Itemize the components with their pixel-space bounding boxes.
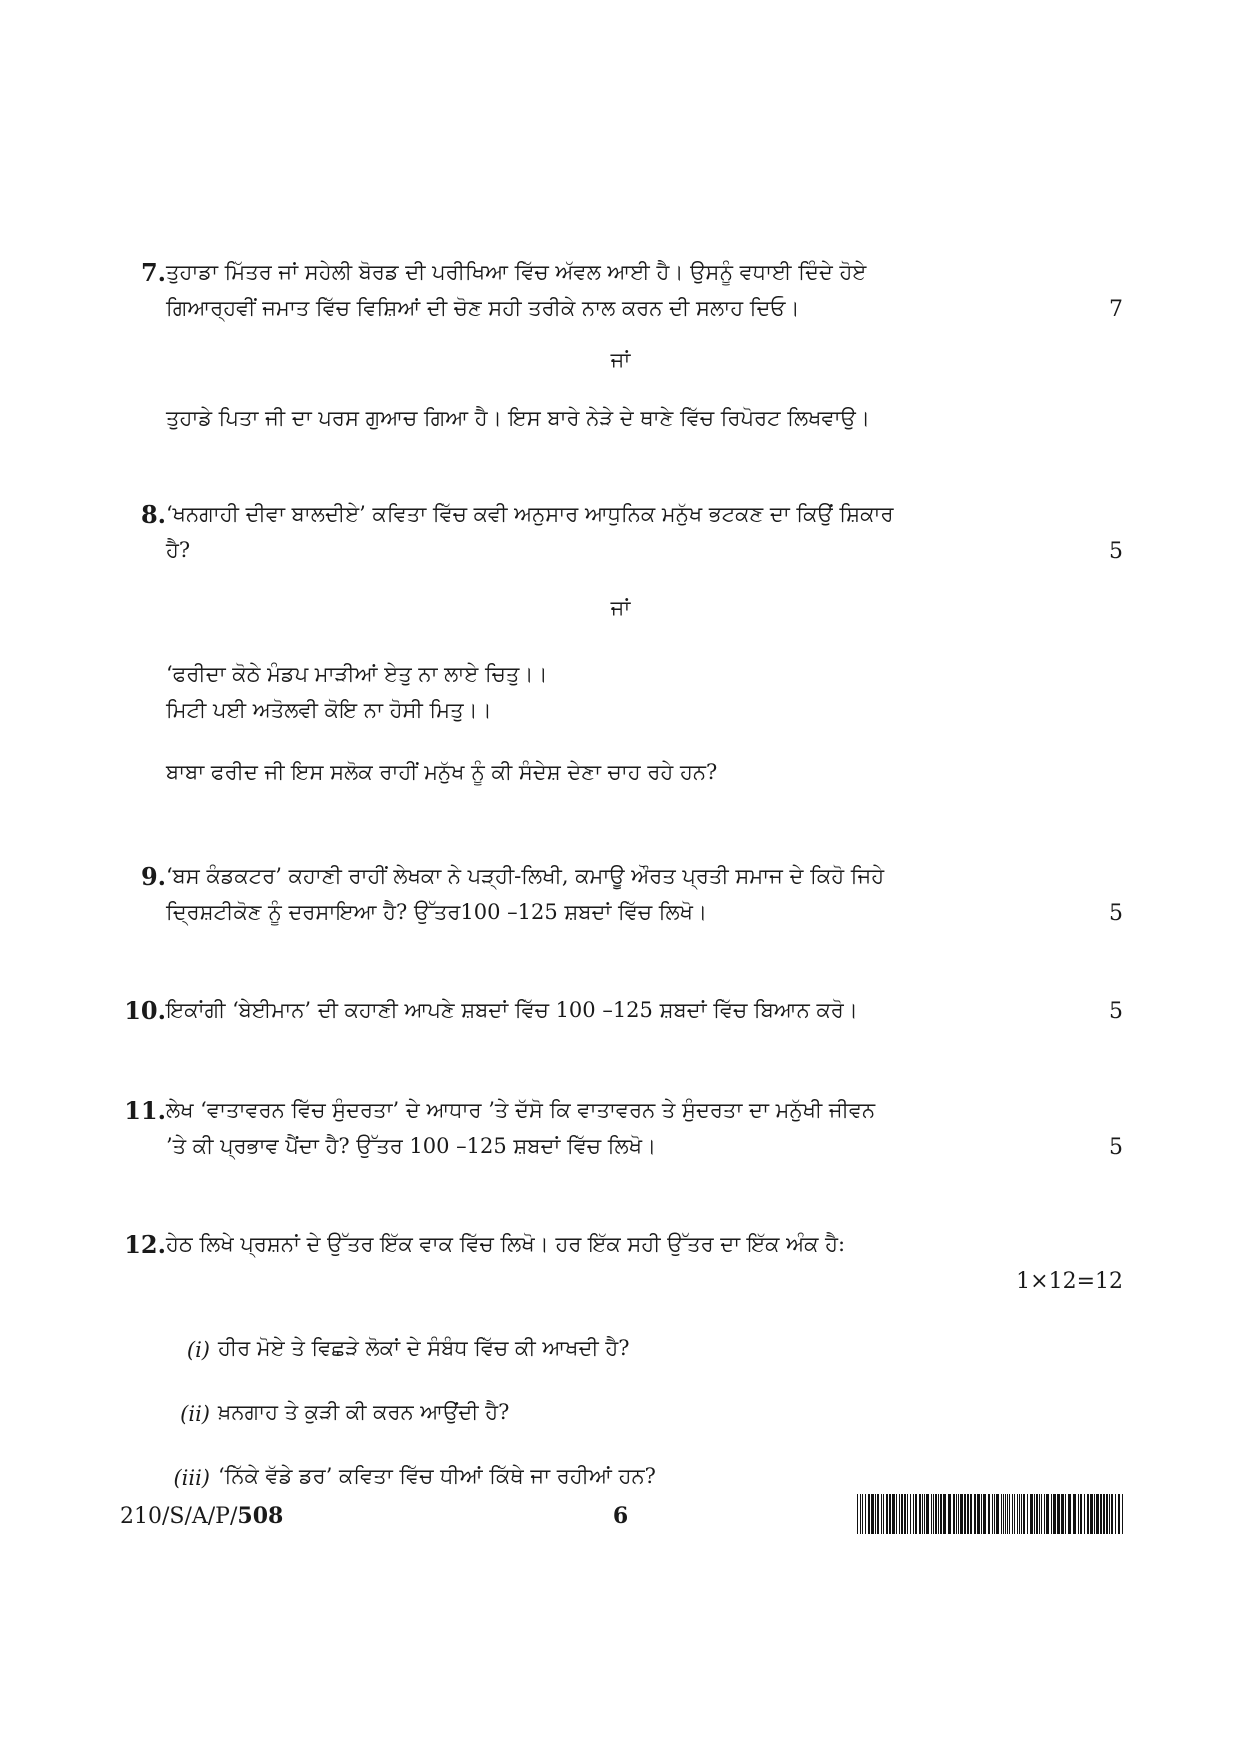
barcode-bar — [1111, 1494, 1113, 1534]
barcode-bar — [988, 1494, 990, 1534]
barcode-bar — [1068, 1494, 1071, 1534]
marks-label: 5 — [1109, 999, 1123, 1024]
barcode-bar — [857, 1494, 858, 1534]
barcode-bar — [881, 1494, 882, 1534]
barcode-bar — [1103, 1494, 1105, 1534]
barcode-bar — [1073, 1494, 1076, 1534]
barcode-bar — [994, 1494, 995, 1534]
barcode-bar — [877, 1494, 879, 1534]
sub-question-label: (iii) — [173, 1466, 210, 1490]
marks-label: 5 — [1109, 1135, 1123, 1160]
barcode-bar — [926, 1494, 929, 1534]
paper-code-number: 508 — [237, 1503, 284, 1529]
barcode-bar — [1014, 1494, 1015, 1534]
barcode-bar — [956, 1494, 957, 1534]
verse-line: ‘ਫਰੀਦਾ ਕੋਠੇ ਮੰਡਪ ਮਾੜੀਆਂ ਏਤੁ ਨਾ ਲਾਏ ਚਿਤੁ।। — [166, 662, 548, 686]
barcode-bar — [1027, 1494, 1028, 1534]
barcode-bar — [977, 1494, 980, 1534]
barcode-bar — [871, 1494, 874, 1534]
barcode-bar — [1090, 1494, 1093, 1534]
barcode-bar — [922, 1494, 923, 1534]
barcode-bar — [933, 1494, 934, 1534]
barcode-bar — [1046, 1494, 1049, 1534]
question-text: ਹੈ? — [166, 538, 191, 562]
barcode-bar — [1065, 1494, 1066, 1534]
barcode-bar — [1023, 1494, 1025, 1534]
barcode-bar — [860, 1494, 861, 1534]
barcode-bar — [883, 1494, 884, 1534]
barcode-bar — [1001, 1494, 1002, 1534]
alternative-question-text: ਤੁਹਾਡੇ ਪਿਤਾ ਜੀ ਦਾ ਪਰਸ ਗੁਆਚ ਗਿਆ ਹੈ। ਇਸ ਬਾਰੇ ਨੇੜੇ ਦੇ ਥਾਣੇ ਵਿੱਚ ਰਿਪੋਰਟ ਲਿਖਵਾਉ। — [166, 406, 870, 430]
barcode-bar — [938, 1494, 939, 1534]
barcode-bar — [901, 1494, 903, 1534]
barcode-bar — [996, 1494, 999, 1534]
barcode-bar — [892, 1494, 895, 1534]
question-number: 12. — [124, 1230, 166, 1259]
barcode-bar — [1030, 1494, 1033, 1534]
sub-question-label: (i) — [186, 1338, 210, 1362]
barcode-bar — [924, 1494, 925, 1534]
barcode-bar — [1061, 1494, 1064, 1534]
barcode-bar — [1044, 1494, 1045, 1534]
barcode-bar — [1122, 1494, 1123, 1534]
barcode-bar — [943, 1494, 946, 1534]
question-number: 8. — [140, 500, 166, 529]
barcode-bar — [1005, 1494, 1006, 1534]
barcode-bar — [931, 1494, 932, 1534]
verse-line: ਮਿਟੀ ਪਈ ਅਤੋਲਵੀ ਕੋਇ ਨਾ ਹੋਸੀ ਮਿਤੁ।। — [166, 698, 492, 722]
barcode-bar — [868, 1494, 870, 1534]
barcode-bar — [1021, 1494, 1022, 1534]
barcode-bar — [896, 1494, 897, 1534]
question-text: ‘ਬਸ ਕੰਡਕਟਰ’ ਕਹਾਣੀ ਰਾਹੀਂ ਲੇਖਕਾ ਨੇ ਪੜ੍ਹੀ-ਲਿਖੀ, ਕਮਾਊ ਔਰਤ ਪ੍ਰਤੀ ਸਮਾਜ ਦੇ ਕਿਹੋ ਜਿਹੇ — [166, 864, 885, 888]
barcode-bar — [1003, 1494, 1004, 1534]
barcode-bar — [948, 1494, 951, 1534]
alternative-question-text: ਬਾਬਾ ਫਰੀਦ ਜੀ ਇਸ ਸਲੋਕ ਰਾਹੀਂ ਮਨੁੱਖ ਨੂੰ ਕੀ ਸੰਦੇਸ਼ ਦੇਣਾ ਚਾਹ ਰਹੇ ਹਨ? — [166, 760, 718, 784]
question-text: ਲੇਖ ‘ਵਾਤਾਵਰਨ ਵਿੱਚ ਸੁੰਦਰਤਾ’ ਦੇ ਆਧਾਰ ’ਤੇ ਦੱਸੋ ਕਿ ਵਾਤਾਵਰਨ ਤੇ ਸੁੰਦਰਤਾ ਦਾ ਮਨੁੱਖੀ ਜੀਵਨ — [166, 1098, 876, 1122]
sub-question-text: ਖ਼ਨਗਾਹ ਤੇ ਕੁੜੀ ਕੀ ਕਰਨ ਆਉਂਦੀ ਹੈ? — [218, 1400, 510, 1424]
barcode-bar — [1053, 1494, 1056, 1534]
barcode-bar — [983, 1494, 986, 1534]
marks-label: 1×12=12 — [1016, 1269, 1123, 1294]
barcode-bar — [953, 1494, 955, 1534]
barcode-bar — [1017, 1494, 1018, 1534]
barcode-bar — [992, 1494, 993, 1534]
barcode-bar — [940, 1494, 942, 1534]
question-number: 7. — [140, 258, 166, 287]
barcode-bar — [907, 1494, 908, 1534]
question-text: ‘ਖਨਗਾਹੀ ਦੀਵਾ ਬਾਲਦੀਏ’ ਕਵਿਤਾ ਵਿੱਚ ਕਵੀ ਅਨੁਸਾਰ ਆਧੁਨਿਕ ਮਨੁੱਖ ਭਟਕਣ ਦਾ ਕਿਉਂ ਸ਼ਿਕਾਰ — [166, 502, 894, 526]
barcode-bar — [899, 1494, 900, 1534]
barcode-bar — [910, 1494, 911, 1534]
question-text: ਦ੍ਰਿਸ਼ਟੀਕੋਣ ਨੂੰ ਦਰਸਾਇਆ ਹੈ? ਉੱਤਰ100 –125 ਸ਼ਬਦਾਂ ਵਿੱਚ ਲਿਖੋ। — [166, 900, 708, 924]
barcode-image — [857, 1494, 1123, 1534]
barcode-bar — [886, 1494, 888, 1534]
barcode-bar — [1109, 1494, 1110, 1534]
barcode-bar — [935, 1494, 937, 1534]
question-text: ਤੁਹਾਡਾ ਮਿੱਤਰ ਜਾਂ ਸਹੇਲੀ ਬੋਰਡ ਦੀ ਪਰੀਖਿਆ ਵਿੱਚ ਅੱਵਲ ਆਈ ਹੈ। ਉਸਨੂੰ ਵਧਾਈ ਦਿੰਦੇ ਹੋਏ — [166, 260, 867, 284]
page-number: 6 — [612, 1503, 629, 1529]
marks-label: 5 — [1109, 901, 1123, 926]
barcode-bar — [1034, 1494, 1035, 1534]
question-text: ਗਿਆਰ੍ਹਵੀਂ ਜਮਾਤ ਵਿੱਚ ਵਿਸ਼ਿਆਂ ਦੀ ਚੋਣ ਸਹੀ ਤਰੀਕੇ ਨਾਲ ਕਰਨ ਦੀ ਸਲਾਹ ਦਿਓ। — [166, 296, 800, 320]
barcode-bar — [1009, 1494, 1010, 1534]
barcode-bar — [1084, 1494, 1085, 1534]
barcode-bar — [889, 1494, 891, 1534]
barcode-bar — [981, 1494, 982, 1534]
barcode-bar — [1051, 1494, 1052, 1534]
barcode-bar — [1080, 1494, 1082, 1534]
question-text: ’ਤੇ ਕੀ ਪ੍ਰਭਾਵ ਪੈਂਦਾ ਹੈ? ਉੱਤਰ 100 –125 ਸ਼ਬਦਾਂ ਵਿੱਚ ਲਿਖੋ। — [166, 1134, 657, 1158]
barcode-bar — [1096, 1494, 1099, 1534]
barcode-bar — [960, 1494, 963, 1534]
barcode-bar — [974, 1494, 976, 1534]
barcode-bar — [1078, 1494, 1079, 1534]
question-text: ਹੇਠ ਲਿਖੇ ਪ੍ਰਸ਼ਨਾਂ ਦੇ ਉੱਤਰ ਇੱਕ ਵਾਕ ਵਿੱਚ ਲਿਖੋ। ਹਰ ਇੱਕ ਸਹੀ ਉੱਤਰ ਦਾ ਇੱਕ ਅੰਕ ਹੈ: — [166, 1232, 846, 1256]
barcode-bar — [1087, 1494, 1089, 1534]
barcode-bar — [958, 1494, 959, 1534]
question-number: 9. — [140, 862, 166, 891]
barcode-bar — [915, 1494, 917, 1534]
barcode-bar — [865, 1494, 866, 1534]
barcode-bar — [1039, 1494, 1040, 1534]
barcode-bar — [1012, 1494, 1013, 1534]
barcode-bar — [964, 1494, 966, 1534]
barcode-bar — [919, 1494, 921, 1534]
marks-label: 7 — [1109, 297, 1123, 322]
barcode-bar — [862, 1494, 863, 1534]
sub-question-text: ਹੀਰ ਮੋਏ ਤੇ ਵਿਛੜੇ ਲੋਕਾਂ ਦੇ ਸੰਬੰਧ ਵਿੱਚ ਕੀ ਆਖਦੀ ਹੈ? — [218, 1336, 630, 1360]
sub-question-text: ‘ਨਿੱਕੇ ਵੱਡੇ ਡਰ’ ਕਵਿਤਾ ਵਿੱਚ ਧੀਆਂ ਕਿੱਥੇ ਜਾ ਰਹੀਆਂ ਹਨ? — [218, 1464, 656, 1488]
or-separator: ਜਾਂ — [610, 348, 631, 372]
or-separator: ਜਾਂ — [610, 596, 631, 620]
paper-code-prefix: 210/S/A/P/ — [120, 1504, 238, 1529]
marks-label: 5 — [1109, 539, 1123, 564]
barcode-bar — [1019, 1494, 1020, 1534]
barcode-bar — [1007, 1494, 1008, 1534]
barcode-bar — [1100, 1494, 1102, 1534]
barcode-bar — [913, 1494, 914, 1534]
barcode-bar — [1115, 1494, 1116, 1534]
question-number: 11. — [124, 1096, 166, 1125]
barcode-bar — [967, 1494, 969, 1534]
barcode-bar — [970, 1494, 972, 1534]
barcode-bar — [1041, 1494, 1042, 1534]
barcode-bar — [1106, 1494, 1108, 1534]
question-number: 10. — [124, 996, 166, 1025]
barcode-bar — [904, 1494, 906, 1534]
barcode-bar — [1094, 1494, 1095, 1534]
sub-question-label: (ii) — [180, 1402, 210, 1426]
barcode-bar — [1057, 1494, 1060, 1534]
barcode-bar — [1118, 1494, 1120, 1534]
barcode-bar — [1036, 1494, 1038, 1534]
barcode-bar — [875, 1494, 876, 1534]
question-text: ਇਕਾਂਗੀ ‘ਬੇਈਮਾਨ’ ਦੀ ਕਹਾਣੀ ਆਪਣੇ ਸ਼ਬਦਾਂ ਵਿੱਚ 100 –125 ਸ਼ਬਦਾਂ ਵਿੱਚ ਬਿਆਨ ਕਰੋ। — [166, 998, 858, 1022]
